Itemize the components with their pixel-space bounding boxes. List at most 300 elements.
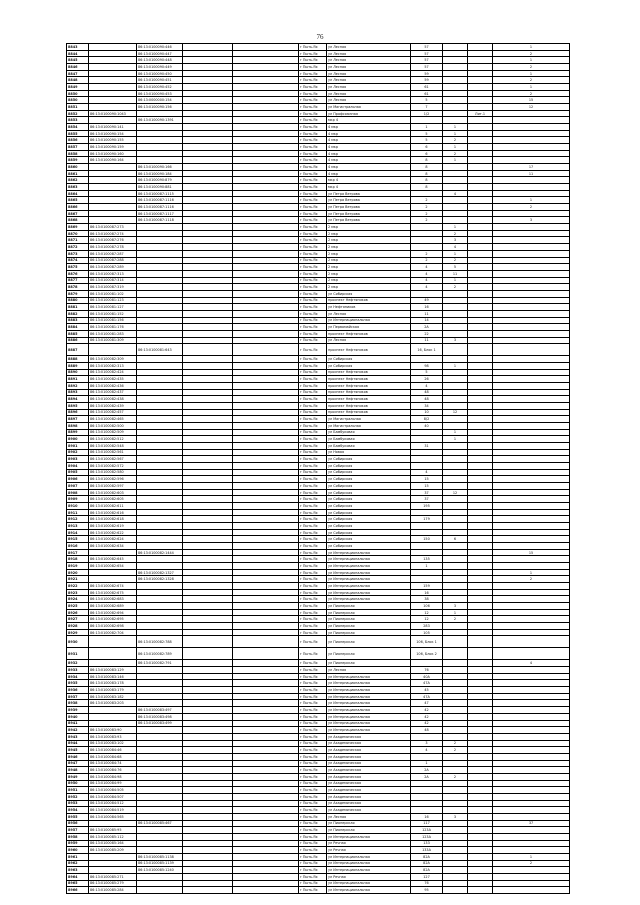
table-row (67, 720, 570, 727)
literal (468, 563, 493, 570)
empty-column-b (233, 569, 299, 576)
building-number (443, 648, 468, 660)
building-number: 4 (443, 244, 468, 251)
cadastral-number-a: 86:13:0100083:102 (89, 740, 137, 747)
house-number: 127 (411, 873, 443, 880)
cadastral-number-b: 86:13:0100085:1139 (137, 860, 183, 867)
cadastral-number-a: 86:13:0100082:689 (89, 603, 137, 610)
row-number: 8933 (67, 667, 89, 674)
street: ул Интернациональная (327, 853, 411, 860)
empty-column-b (233, 873, 299, 880)
street: ул Пионерская (327, 609, 411, 616)
row-number: 8898 (67, 422, 89, 429)
apartment-number (493, 422, 570, 429)
table-row (67, 157, 570, 164)
building-number (443, 853, 468, 860)
building-number (443, 793, 468, 800)
row-number: 8962 (67, 860, 89, 867)
row-number: 8937 (67, 693, 89, 700)
cadastral-number-a (89, 860, 137, 867)
house-number: 133 (411, 840, 443, 847)
empty-column-a (183, 284, 233, 291)
apartment-number (493, 667, 570, 674)
literal (468, 402, 493, 409)
empty-column-a (183, 733, 233, 740)
literal (468, 57, 493, 64)
empty-column-b (233, 244, 299, 251)
cadastral-number-b (137, 310, 183, 317)
house-number: 57 (411, 64, 443, 71)
cadastral-number-b (137, 767, 183, 774)
street: ул Академическая (327, 753, 411, 760)
cadastral-number-a: 86:13:0100087:278 (89, 244, 137, 251)
cadastral-number-b (137, 700, 183, 707)
table-row (67, 616, 570, 623)
locality: г Пыть-Ях (299, 693, 327, 700)
row-number: 8961 (67, 853, 89, 860)
street: ул Сибирская (327, 483, 411, 490)
street: проспект Нефтяников (327, 409, 411, 416)
building-number (443, 727, 468, 734)
empty-column-b (233, 330, 299, 337)
row-number: 8929 (67, 629, 89, 636)
empty-column-b (233, 416, 299, 423)
building-number (443, 700, 468, 707)
empty-column-a (183, 760, 233, 767)
locality: г Пыть-Ях (299, 629, 327, 636)
empty-column-b (233, 124, 299, 131)
cadastral-number-a: 86:13:0100085:95 (89, 827, 137, 834)
apartment-number (493, 184, 570, 191)
cadastral-number-b: 86:13:0100082:788 (137, 636, 183, 648)
house-number: 42 (411, 720, 443, 727)
table-row (67, 230, 570, 237)
apartment-number (493, 402, 570, 409)
table-row (67, 840, 570, 847)
empty-column-a (183, 389, 233, 396)
literal (468, 204, 493, 211)
street: ул Бамбуковая (327, 429, 411, 436)
table-row (67, 382, 570, 389)
empty-column-b (233, 177, 299, 184)
empty-column-a (183, 583, 233, 590)
literal (468, 503, 493, 510)
apartment-number (493, 516, 570, 523)
cadastral-number-b (137, 583, 183, 590)
cadastral-number-a: 86:13:0100082:439 (89, 402, 137, 409)
house-number: 2 (411, 257, 443, 264)
locality: г Пыть-Ях (299, 409, 327, 416)
empty-column-a (183, 840, 233, 847)
house-number: 98 (411, 362, 443, 369)
building-number: 2 (443, 257, 468, 264)
locality: г Пыть-Ях (299, 516, 327, 523)
building-number (443, 382, 468, 389)
apartment-number (493, 623, 570, 630)
cadastral-number-a (89, 660, 137, 667)
table-row (67, 800, 570, 807)
row-number: 8931 (67, 648, 89, 660)
empty-column-b (233, 740, 299, 747)
cadastral-number-b: 86:13:0100085:1240 (137, 867, 183, 874)
empty-column-b (233, 760, 299, 767)
apartment-number: 2 (493, 77, 570, 84)
literal (468, 648, 493, 660)
literal (468, 310, 493, 317)
building-number (443, 290, 468, 297)
cadastral-number-a: 86:13:0100082:683 (89, 596, 137, 603)
table-row (67, 680, 570, 687)
house-number (411, 509, 443, 516)
street: ул Речная (327, 847, 411, 854)
street: ул Сибирская (327, 356, 411, 363)
street: ул Интернациональная (327, 687, 411, 694)
empty-column-b (233, 773, 299, 780)
locality: г Пыть-Ях (299, 707, 327, 714)
apartment-number (493, 629, 570, 636)
cadastral-number-b (137, 740, 183, 747)
house-number: 48 (411, 727, 443, 734)
cadastral-number-b (137, 409, 183, 416)
row-number: 8905 (67, 469, 89, 476)
house-number: 283 (411, 623, 443, 630)
table-row (67, 304, 570, 311)
building-number: 3 (443, 813, 468, 820)
apartment-number (493, 747, 570, 754)
cadastral-number-b: 86:13:0100090:449 (137, 64, 183, 71)
literal (468, 257, 493, 264)
row-number: 8907 (67, 483, 89, 490)
street: ул Лесная (327, 337, 411, 344)
house-number (411, 529, 443, 536)
literal (468, 483, 493, 490)
cadastral-number-b: 86:13:0100083:499 (137, 720, 183, 727)
building-number (443, 569, 468, 576)
empty-column-b (233, 337, 299, 344)
cadastral-number-a: 86:13:0100083:179 (89, 687, 137, 694)
locality: г Пыть-Ях (299, 847, 327, 854)
row-number: 8878 (67, 284, 89, 291)
street: ул Сибирская (327, 362, 411, 369)
cadastral-number-a: 86:13:0100081:156 (89, 317, 137, 324)
house-number: 105 (411, 629, 443, 636)
building-number: 1 (443, 277, 468, 284)
empty-column-b (233, 382, 299, 389)
house-number (411, 462, 443, 469)
street: 2 мкр (327, 284, 411, 291)
empty-column-b (233, 807, 299, 814)
cadastral-number-b (137, 623, 183, 630)
empty-column-a (183, 157, 233, 164)
literal (468, 237, 493, 244)
empty-column-b (233, 733, 299, 740)
house-number: 26 (411, 376, 443, 383)
table-row (67, 117, 570, 124)
cadastral-number-a: 86:13:0100090:164 (89, 157, 137, 164)
cadastral-number-a (89, 64, 137, 71)
house-number (411, 224, 443, 231)
table-row (67, 787, 570, 794)
cadastral-number-b: 86:13:0100090:879 (137, 177, 183, 184)
empty-column-a (183, 297, 233, 304)
locality: г Пыть-Ях (299, 97, 327, 104)
house-number: 47А (411, 693, 443, 700)
row-number: 8958 (67, 833, 89, 840)
cadastral-number-b (137, 297, 183, 304)
row-number: 8864 (67, 190, 89, 197)
street: ул Сибирская (327, 290, 411, 297)
street: ул Интернациональная (327, 707, 411, 714)
house-number (411, 787, 443, 794)
building-number (443, 660, 468, 667)
locality: г Пыть-Ях (299, 713, 327, 720)
house-number: 14 (411, 317, 443, 324)
locality: г Пыть-Ях (299, 733, 327, 740)
cadastral-number-a: 86:13:0100082:674 (89, 583, 137, 590)
cadastral-number-a: 86:13:0100082:435 (89, 376, 137, 383)
street: ул Сибирская (327, 509, 411, 516)
street: ул Бамбуковая (327, 436, 411, 443)
apartment-number (493, 144, 570, 151)
locality: г Пыть-Ях (299, 369, 327, 376)
street: ул Академическая (327, 773, 411, 780)
empty-column-b (233, 137, 299, 144)
locality: г Пыть-Ях (299, 304, 327, 311)
cadastral-number-a (89, 344, 137, 356)
empty-column-b (233, 523, 299, 530)
cadastral-number-b (137, 137, 183, 144)
apartment-number: 1 (493, 57, 570, 64)
building-number: 2 (443, 773, 468, 780)
row-number: 8924 (67, 596, 89, 603)
table-row (67, 673, 570, 680)
cadastral-number-a: 86:13:0100082:624 (89, 536, 137, 543)
empty-column-a (183, 603, 233, 610)
house-number: 49 (411, 297, 443, 304)
empty-column-b (233, 787, 299, 794)
house-number (411, 523, 443, 530)
apartment-number (493, 873, 570, 880)
empty-column-a (183, 277, 233, 284)
table-row (67, 740, 570, 747)
house-number: 2А (411, 324, 443, 331)
cadastral-number-b (137, 422, 183, 429)
street: ул Петра Ветрова (327, 197, 411, 204)
literal (468, 733, 493, 740)
apartment-number (493, 344, 570, 356)
building-number (443, 389, 468, 396)
house-number: 6 (411, 150, 443, 157)
table-row (67, 449, 570, 456)
cadastral-number-b (137, 847, 183, 854)
cadastral-number-a (89, 170, 137, 177)
apartment-number (493, 503, 570, 510)
literal (468, 687, 493, 694)
building-number: 1 (443, 124, 468, 131)
literal (468, 813, 493, 820)
table-row (67, 773, 570, 780)
empty-column-b (233, 636, 299, 648)
apartment-number (493, 110, 570, 117)
building-number: 1 (443, 224, 468, 231)
apartment-number (493, 337, 570, 344)
building-number: 1 (443, 144, 468, 151)
row-number: 8861 (67, 170, 89, 177)
locality: г Пыть-Ях (299, 70, 327, 77)
building-number (443, 733, 468, 740)
literal (468, 753, 493, 760)
empty-column-b (233, 204, 299, 211)
locality: г Пыть-Ях (299, 549, 327, 556)
cadastral-number-a (89, 70, 137, 77)
cadastral-number-b (137, 157, 183, 164)
literal (468, 747, 493, 754)
locality: г Пыть-Ях (299, 210, 327, 217)
street: ул Академическая (327, 800, 411, 807)
empty-column-a (183, 330, 233, 337)
house-number: 3 (411, 740, 443, 747)
empty-column-a (183, 727, 233, 734)
house-number: 4 (411, 270, 443, 277)
cadastral-number-a: 86:13:0100090:159 (89, 144, 137, 151)
table-row (67, 356, 570, 363)
cadastral-number-a: 86:13:0100087:314 (89, 277, 137, 284)
locality: г Пыть-Ях (299, 244, 327, 251)
table-row (67, 596, 570, 603)
locality: г Пыть-Ях (299, 880, 327, 887)
cadastral-number-b (137, 840, 183, 847)
empty-column-a (183, 422, 233, 429)
empty-column-a (183, 184, 233, 191)
empty-column-a (183, 773, 233, 780)
cadastral-number-a: 86:13:0100081:123 (89, 297, 137, 304)
locality: г Пыть-Ях (299, 164, 327, 171)
locality: г Пыть-Ях (299, 827, 327, 834)
building-number (443, 667, 468, 674)
empty-column-b (233, 720, 299, 727)
empty-column-a (183, 324, 233, 331)
empty-column-b (233, 110, 299, 117)
cadastral-number-b: 86:13:0100087:1116 (137, 197, 183, 204)
apartment-number (493, 284, 570, 291)
table-row (67, 170, 570, 177)
street: ул Сибирская (327, 503, 411, 510)
house-number: 31 (411, 442, 443, 449)
literal (468, 64, 493, 71)
street: ул Интернациональная (327, 596, 411, 603)
locality: г Пыть-Ях (299, 700, 327, 707)
literal (468, 496, 493, 503)
house-number: 195 (411, 503, 443, 510)
literal (468, 170, 493, 177)
building-number (443, 170, 468, 177)
building-number (443, 636, 468, 648)
building-number (443, 680, 468, 687)
street: 2 мкр (327, 277, 411, 284)
cadastral-number-a (89, 204, 137, 211)
building-number (443, 847, 468, 854)
locality: г Пыть-Ях (299, 563, 327, 570)
literal (468, 660, 493, 667)
street: 2 мкр (327, 257, 411, 264)
row-number: 8865 (67, 197, 89, 204)
table-row (67, 648, 570, 660)
street: проспект Нефтяников (327, 389, 411, 396)
table-row (67, 529, 570, 536)
street: 4 мкр (327, 164, 411, 171)
literal (468, 337, 493, 344)
cadastral-number-a: 86:13:0100083:178 (89, 680, 137, 687)
table-row (67, 257, 570, 264)
register-table (66, 43, 570, 894)
literal (468, 290, 493, 297)
building-number (443, 324, 468, 331)
cadastral-number-b (137, 237, 183, 244)
literal (468, 317, 493, 324)
street: ул Речная (327, 840, 411, 847)
locality: г Пыть-Ях (299, 64, 327, 71)
cadastral-number-a: 86:13:0100082:567 (89, 456, 137, 463)
row-number: 8846 (67, 64, 89, 71)
house-number: 4 (411, 747, 443, 754)
cadastral-number-b (137, 747, 183, 754)
empty-column-a (183, 57, 233, 64)
row-number: 8923 (67, 589, 89, 596)
apartment-number (493, 753, 570, 760)
empty-column-b (233, 237, 299, 244)
cadastral-number-b (137, 667, 183, 674)
table-row (67, 549, 570, 556)
building-number (443, 310, 468, 317)
street: ул Академическая (327, 760, 411, 767)
literal (468, 576, 493, 583)
cadastral-number-a: 86:13:0100084:505 (89, 787, 137, 794)
table-row (67, 636, 570, 648)
apartment-number (493, 416, 570, 423)
cadastral-number-a: 86:13:0100083:182 (89, 693, 137, 700)
building-number: 2 (443, 284, 468, 291)
building-number: 1 (443, 436, 468, 443)
empty-column-b (233, 449, 299, 456)
empty-column-b (233, 389, 299, 396)
row-number: 8873 (67, 250, 89, 257)
table-row (67, 77, 570, 84)
cadastral-number-b (137, 603, 183, 610)
table-row (67, 853, 570, 860)
building-number (443, 449, 468, 456)
empty-column-b (233, 277, 299, 284)
building-number: 4 (443, 190, 468, 197)
house-number: 5 (411, 137, 443, 144)
cadastral-number-b (137, 429, 183, 436)
row-number: 8858 (67, 150, 89, 157)
empty-column-b (233, 813, 299, 820)
empty-column-b (233, 693, 299, 700)
cadastral-number-a: 86:13:0100082:611 (89, 503, 137, 510)
locality: г Пыть-Ях (299, 727, 327, 734)
building-number: 2 (443, 150, 468, 157)
street: ул Лесная (327, 77, 411, 84)
cadastral-number-a: 86:13:0100082:509 (89, 429, 137, 436)
cadastral-number-b (137, 509, 183, 516)
locality: г Пыть-Ях (299, 543, 327, 550)
building-number (443, 462, 468, 469)
literal (468, 680, 493, 687)
literal (468, 456, 493, 463)
locality: г Пыть-Ях (299, 382, 327, 389)
table-row (67, 629, 570, 636)
literal (468, 543, 493, 550)
